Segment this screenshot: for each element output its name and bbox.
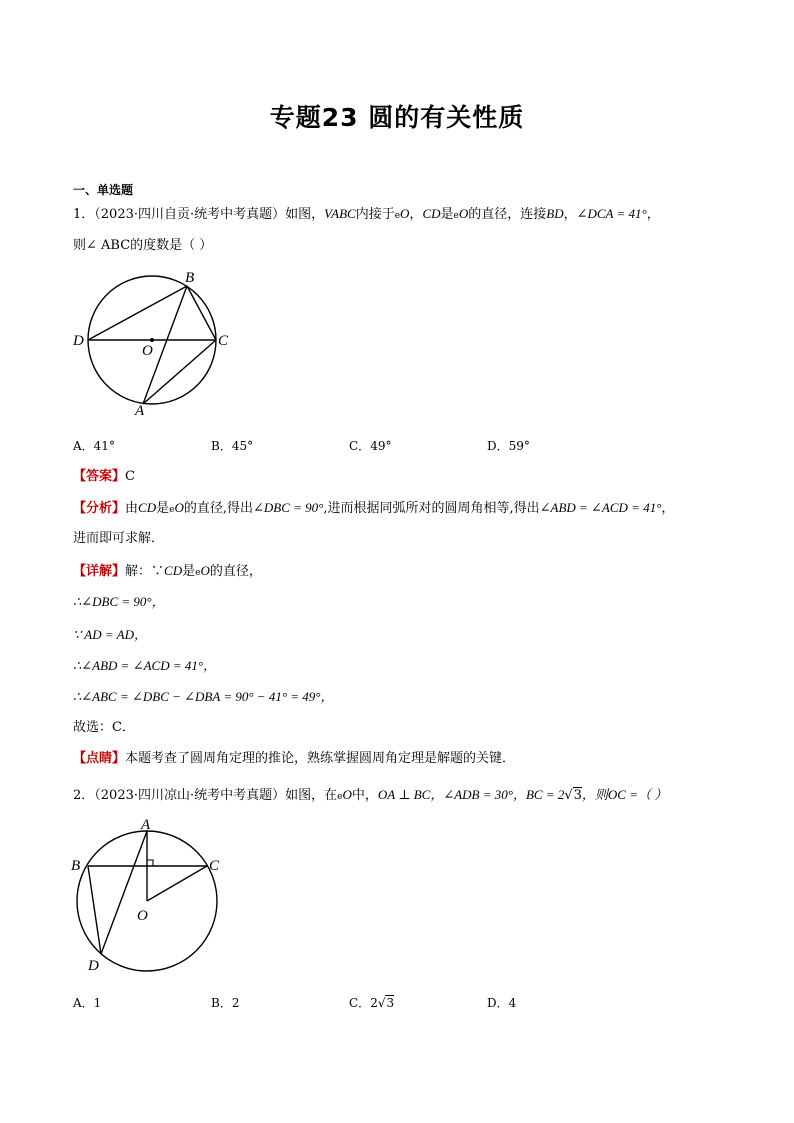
option-letter: B． bbox=[211, 996, 232, 1010]
q1-o: O bbox=[174, 500, 184, 515]
detail-text: 解：∵ bbox=[125, 564, 165, 579]
sqrt-sign: √3 bbox=[564, 788, 582, 803]
comment-text: 本题考查了圆周角定理的推论，熟练掌握圆周角定理是解题的关键． bbox=[125, 751, 516, 766]
option-letter: B． bbox=[211, 439, 232, 453]
option-letter: D． bbox=[487, 439, 509, 453]
q1-source: （2023·四川自贡·统考中考真题） bbox=[94, 207, 286, 222]
option-value: 2 bbox=[231, 996, 240, 1010]
q2-option-c bbox=[349, 994, 394, 1011]
option-letter: D． bbox=[487, 996, 509, 1010]
option-value: 41° bbox=[93, 439, 115, 453]
analysis-angle: ∠DBC = 90° bbox=[252, 500, 324, 515]
q1-segment-bc bbox=[187, 286, 216, 340]
q1-stem bbox=[73, 205, 660, 225]
analysis-angle: ∠ABD = ∠ACD = 41° bbox=[539, 500, 662, 515]
option-value: 4 bbox=[508, 996, 517, 1010]
analysis-tag: 【分析】 bbox=[73, 501, 126, 516]
q1-text: ， bbox=[563, 207, 577, 222]
detail-tag: 【详解】 bbox=[73, 564, 126, 579]
section-heading: 一、单选题 bbox=[73, 183, 134, 197]
q1-text: ， bbox=[409, 207, 423, 222]
q1-angle: ∠DCA = 41° bbox=[576, 206, 647, 221]
q2-label-c: C bbox=[209, 858, 220, 874]
q1-label-o: O bbox=[142, 343, 153, 359]
q1-stem-line2: 则∠ ABC的度数是（ ） bbox=[73, 238, 213, 253]
q1-o: O bbox=[458, 206, 469, 221]
q1-comment bbox=[73, 750, 515, 768]
option-value: 45° bbox=[231, 439, 254, 453]
q2-text: 如图，在 bbox=[285, 788, 338, 803]
option-letter: A． bbox=[73, 996, 94, 1010]
q1-segment-db bbox=[88, 286, 187, 340]
q1-triangle: VABC bbox=[324, 206, 356, 221]
q1-choose: 故选：C． bbox=[73, 720, 135, 735]
q1-o: O bbox=[400, 206, 410, 221]
q1-cd: CD bbox=[422, 206, 441, 221]
q2-option-d bbox=[487, 994, 516, 1011]
q1-o: O bbox=[200, 563, 210, 578]
q1-text: 的直径，连接 bbox=[468, 207, 547, 222]
answer-value: C bbox=[125, 469, 135, 484]
q2-option-a bbox=[73, 994, 101, 1011]
q2-label-b: B bbox=[71, 858, 81, 874]
circle-symbol: e bbox=[195, 568, 201, 578]
q1-text: 内接于 bbox=[355, 207, 395, 222]
q1-label-d: D bbox=[73, 333, 84, 349]
q2-ask: ，则OC =（ ） bbox=[581, 787, 668, 802]
q1-step-3: ∴∠ABD = ∠ACD = 41°， bbox=[73, 658, 217, 673]
q1-option-b bbox=[211, 437, 253, 454]
q2-radius-oc bbox=[147, 866, 207, 901]
q2-stem bbox=[73, 786, 667, 806]
q1-label-c: C bbox=[218, 333, 229, 349]
answer-tag: 【答案】 bbox=[73, 469, 126, 484]
q1-label-b: B bbox=[185, 270, 195, 286]
q1-text: 如图， bbox=[285, 207, 325, 222]
q2-label-d: D bbox=[88, 958, 99, 974]
detail-text: 是 bbox=[182, 564, 196, 579]
q2-condition: OA ⊥ BC，∠ADB = 30°，BC = 2 bbox=[377, 787, 565, 802]
detail-text: 的直径， bbox=[209, 564, 262, 579]
analysis-text: 由 bbox=[125, 501, 139, 516]
q1-detail bbox=[73, 562, 262, 582]
q2-o: O bbox=[342, 787, 352, 802]
option-value: 1 bbox=[93, 996, 102, 1010]
q2-right-angle-mark bbox=[147, 860, 153, 866]
q1-option-a bbox=[73, 437, 115, 454]
sqrt-radicand: 3 bbox=[573, 788, 582, 803]
option-letter: C． bbox=[349, 439, 371, 453]
q1-analysis bbox=[73, 499, 674, 519]
q2-segment-ad bbox=[101, 831, 147, 954]
q1-analysis-line2: 进而即可求解． bbox=[73, 531, 165, 546]
sqrt-radicand: 3 bbox=[386, 996, 395, 1010]
q1-step-2: ∵ AD = AD， bbox=[73, 627, 147, 642]
analysis-text: ,进而根据同弧所对的圆周角相等,得出 bbox=[323, 501, 540, 516]
analysis-text: 是 bbox=[156, 501, 170, 516]
q2-option-b bbox=[211, 994, 239, 1011]
option-value: 2 bbox=[370, 996, 378, 1010]
q1-text: ， bbox=[646, 207, 660, 222]
page-title: 专题23 圆的有关性质 bbox=[269, 103, 525, 132]
comment-tag: 【点睛】 bbox=[73, 751, 126, 766]
q1-bd: BD bbox=[546, 206, 564, 221]
circle-symbol: e bbox=[453, 211, 459, 221]
q1-figure bbox=[70, 268, 240, 423]
q1-center-dot bbox=[150, 338, 154, 342]
q1-cd: CD bbox=[138, 500, 157, 515]
q1-step-1: ∴∠DBC = 90°， bbox=[73, 594, 165, 609]
q2-label-o: O bbox=[137, 908, 148, 924]
q1-cd: CD bbox=[164, 563, 183, 578]
option-letter: A． bbox=[73, 439, 94, 453]
circle-symbol: e bbox=[337, 792, 343, 802]
q2-figure bbox=[68, 816, 238, 976]
q1-answer bbox=[73, 468, 135, 486]
circle-symbol: e bbox=[394, 211, 401, 221]
q1-step-4: ∴∠ABC = ∠DBC − ∠DBA = 90° − 41° = 49°， bbox=[73, 689, 334, 704]
q2-label-a: A bbox=[141, 817, 151, 833]
circle-symbol: e bbox=[169, 505, 175, 515]
option-value: 59° bbox=[508, 439, 530, 453]
analysis-text: ， bbox=[661, 501, 675, 516]
analysis-text: 的直径,得出 bbox=[183, 501, 253, 516]
q2-source: （2023·四川凉山·统考中考真题） bbox=[94, 788, 286, 803]
option-value: 49° bbox=[370, 439, 392, 453]
q1-number: 1． bbox=[73, 207, 95, 222]
q1-segment-ac bbox=[143, 340, 216, 404]
q1-text: 是 bbox=[440, 207, 454, 222]
q1-option-d bbox=[487, 437, 530, 454]
sqrt-sign: √3 bbox=[377, 996, 395, 1010]
option-letter: C． bbox=[349, 996, 371, 1010]
q2-text: 中， bbox=[351, 788, 378, 803]
q1-option-c bbox=[349, 437, 391, 454]
q2-number: 2． bbox=[73, 788, 95, 803]
q1-label-a: A bbox=[135, 403, 145, 419]
